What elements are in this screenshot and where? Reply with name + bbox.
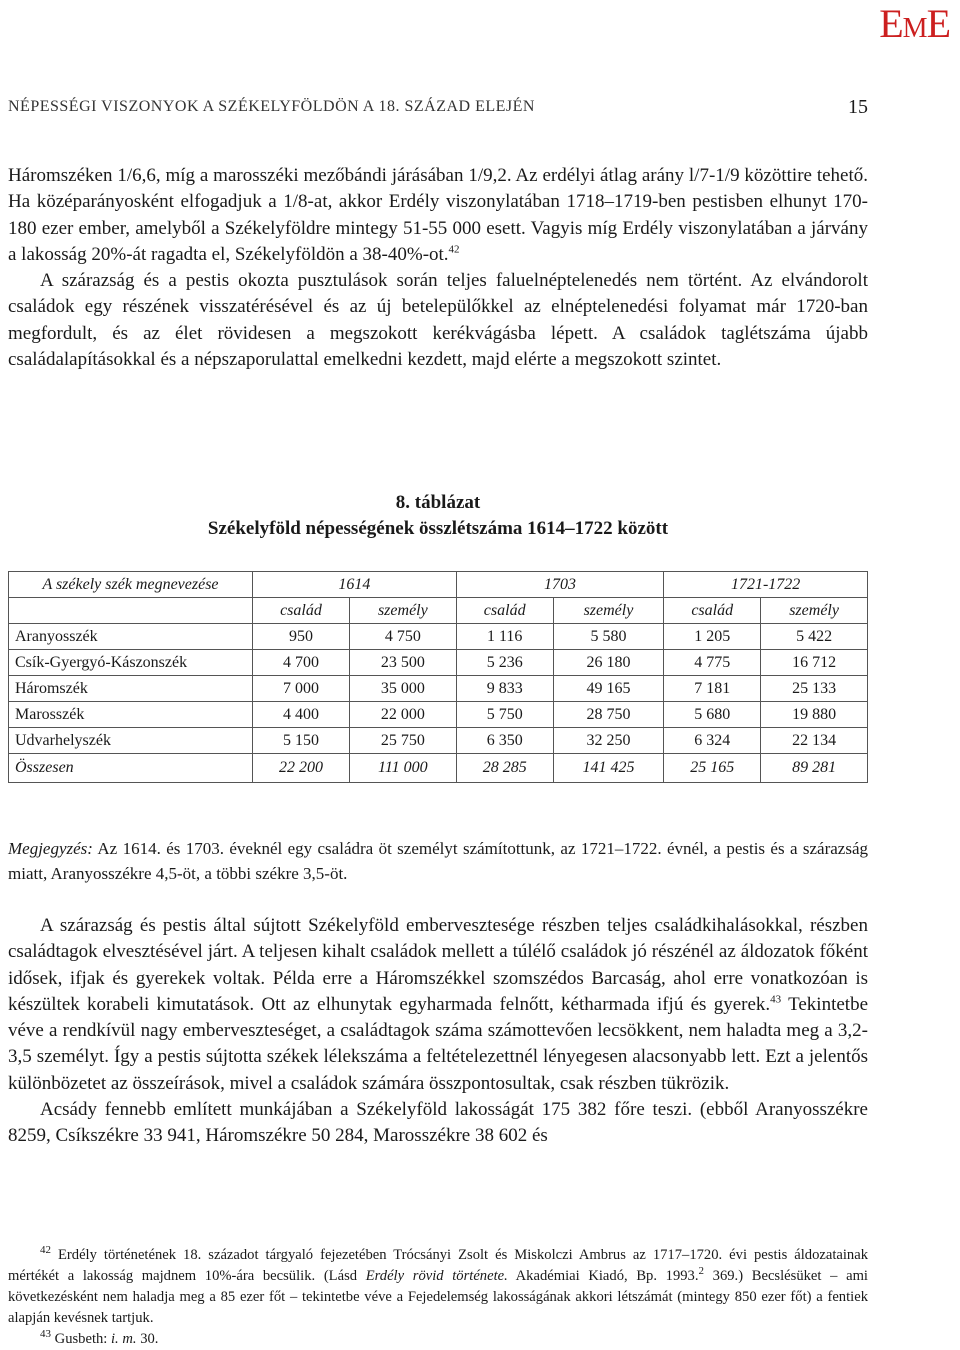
total-cell: 25 165 [664, 754, 761, 783]
table-cell: 26 180 [553, 650, 664, 676]
paragraph-3: A szárazság és pestis által sújtott Székelyföld embervesztesége részben teljes családkihalásokkal, részben családtagok elvesztésével járt. A teljesen kihalt családok mellett a túlélő családok jó részénél az áldozatok főként idősek, ifjak és gyerekek voltak. Példa erre a Háromszékkel szomszédos Barcaság, ahol erre vonatkozóan is készültek korabeli kimutatások. Ott az elhunytak egyharmada felnőtt, kétharmada ifjú és gyerek.$^{43}$ Tekintetbe véve a rendkívül nagy emberveszteséget, a családtagok száma számottevően lecsökkent, nem haladta meg a 3,2-3,5 személyt. Így a pestis sújtotta székek lélekszáma a feltételezettnél lényegesen alacsonyabb lett. Ezt a jelentős különbözetet az összeírások, mivel a családok számára összpontosultak, csak részben tükrözik. [8, 915, 869, 1094]
footnote-ref-42[interactable]: 42 [448, 243, 460, 256]
body-text-top [8, 163, 868, 373]
table-cell: 25 133 [761, 676, 868, 702]
sub-person: személy [761, 598, 868, 624]
row-label: Aranyosszék [9, 624, 253, 650]
table-cell: 5 680 [664, 702, 761, 728]
publisher-logo: EME [879, 1, 950, 46]
paragraph-2: A szárazság és a pestis okozta pusztulások során teljes faluelnéptelenedés nem történt. Az elvándorolt családok egy részének visszatérésével és az új betelepülőkkel az elnéptelenedési folyamat már 1720-ban megfordult, és az élet rövidesen a megszokott kerékvágásba lépett. A családok taglétszáma újabb családalapításokkal és a népszaporulattal emelkedni kezdett, majd elérte a megszokott szintet. [8, 270, 868, 371]
table-cell: 5 236 [456, 650, 553, 676]
table-cell: 22 000 [349, 702, 456, 728]
col-label-header: A székely szék megnevezése [9, 572, 253, 598]
table-cell: 32 250 [553, 728, 664, 754]
table-cell: 19 880 [761, 702, 868, 728]
table-cell: 4 750 [349, 624, 456, 650]
table-cell: 23 500 [349, 650, 456, 676]
table-cell: 35 000 [349, 676, 456, 702]
row-label: Csík-Gyergyó-Kászonszék [9, 650, 253, 676]
table-cell: 950 [253, 624, 350, 650]
footnote-ref-43[interactable]: 43 [770, 993, 782, 1006]
table-cell: 6 350 [456, 728, 553, 754]
note-label: Megjegyzés: [8, 839, 93, 858]
table-cell: 7 181 [664, 676, 761, 702]
table-cell: 25 750 [349, 728, 456, 754]
table-cell: 7 000 [253, 676, 350, 702]
footnote-42: $^{42}$ Erdély történetének 18. századot tárgyaló fejezetében Trócsányi Zsolt és Miskolczi Ambrus az 1717–1720. évi pestis áldozatainak mértékét a lakosság majdnem 10%-ára becsülik. (Lásd Erdély rövid története. Akadémiai Kiadó, Bp. 1993.$^2$ 369.) Becslésüket – ami következésként nem haladja meg a 85 ezer főt – tekintetbe véve a Fejedelemség lakosságának akkori létszámát (mintegy 850 ezer főt) a fentiek alapján kevésnek tartjuk. [8, 1244, 868, 1326]
table-cell: 4 775 [664, 650, 761, 676]
table-cell: 5 150 [253, 728, 350, 754]
table-cell: 9 833 [456, 676, 553, 702]
row-label: Udvarhelyszék [9, 728, 253, 754]
table-row [9, 728, 868, 754]
footnotes [8, 1245, 868, 1350]
row-label: Marosszék [9, 702, 253, 728]
table-cell: 4 700 [253, 650, 350, 676]
table-title: Székelyföld népességének összlétszáma 1614–1722 között [207, 518, 669, 539]
table-cell: 1 205 [664, 624, 761, 650]
table-cell: 16 712 [761, 650, 868, 676]
table-cell: 6 324 [664, 728, 761, 754]
table-header-row [9, 572, 868, 598]
sub-person: személy [349, 598, 456, 624]
total-cell: 22 200 [253, 754, 350, 783]
paragraph-4: Acsády fennebb említett munkájában a Székelyföld lakosságát 175 382 főre teszi. (ebből Aranyosszékre 8259, Csíkszékre 33 941, Háromszékre 50 284, Marosszékre 38 602 és [8, 1099, 868, 1147]
sub-person: személy [553, 598, 664, 624]
paragraph-1: Háromszéken 1/6,6, míg a marosszéki mezőbándi járásában 1/9,2. Az erdélyi átlag arány l/7-1/9 közöttire tehető. Ha középarányosként elfogadjuk a 1/8-at, akkor Erdély viszonylatában 1718–1719-ben pestisben elhunyt 170-180 ezer ember, amelyből a Székelyföldre mintegy 51-55 000 esett. Vagyis míg Erdély viszonylatában a járvány a lakosság 20%-át ragadta el, Székelyföldön a 38-40%-ot.$^{42}$ [8, 165, 868, 265]
running-head: NÉPESSÉGI VISZONYOK A SZÉKELYFÖLDÖN A 18. SZÁZAD ELEJÉN [8, 98, 535, 115]
table-cell: 49 165 [553, 676, 664, 702]
table-cell: 5 750 [456, 702, 553, 728]
total-cell: 89 281 [761, 754, 868, 783]
total-cell: 28 285 [456, 754, 553, 783]
table-cell: 5 580 [553, 624, 664, 650]
sub-family: család [253, 598, 350, 624]
total-label: Összesen [9, 754, 253, 783]
table-cell: 4 400 [253, 702, 350, 728]
sub-family: család [664, 598, 761, 624]
table-row [9, 702, 868, 728]
page-number: 15 [848, 96, 868, 118]
footnote-43: $^{43}$ Gusbeth: i. m. 30. [40, 1328, 159, 1347]
table-subheader-row [9, 598, 868, 624]
body-text-bottom [8, 913, 868, 1150]
total-cell: 141 425 [553, 754, 664, 783]
year-header-1721: 1721-1722 [664, 572, 868, 598]
table-total-row [9, 754, 868, 783]
table-number: 8. táblázat [395, 492, 481, 513]
empty-cell [9, 598, 253, 624]
sub-family: család [456, 598, 553, 624]
table-cell: 1 116 [456, 624, 553, 650]
table-cell: 22 134 [761, 728, 868, 754]
population-table [8, 571, 868, 783]
table-row [9, 650, 868, 676]
table-row [9, 624, 868, 650]
table-cell: 28 750 [553, 702, 664, 728]
year-header-1703: 1703 [456, 572, 664, 598]
table-note: Megjegyzés: Az 1614. és 1703. éveknél egy családra öt személyt számítottunk, az 1721–1722. évnél, a pestis és a szárazság miatt, Aranyosszékre 4,5-öt, a többi székre 3,5-öt. [8, 839, 868, 883]
year-header-1614: 1614 [253, 572, 457, 598]
total-cell: 111 000 [349, 754, 456, 783]
table-cell: 5 422 [761, 624, 868, 650]
row-label: Háromszék [9, 676, 253, 702]
table-row [9, 676, 868, 702]
